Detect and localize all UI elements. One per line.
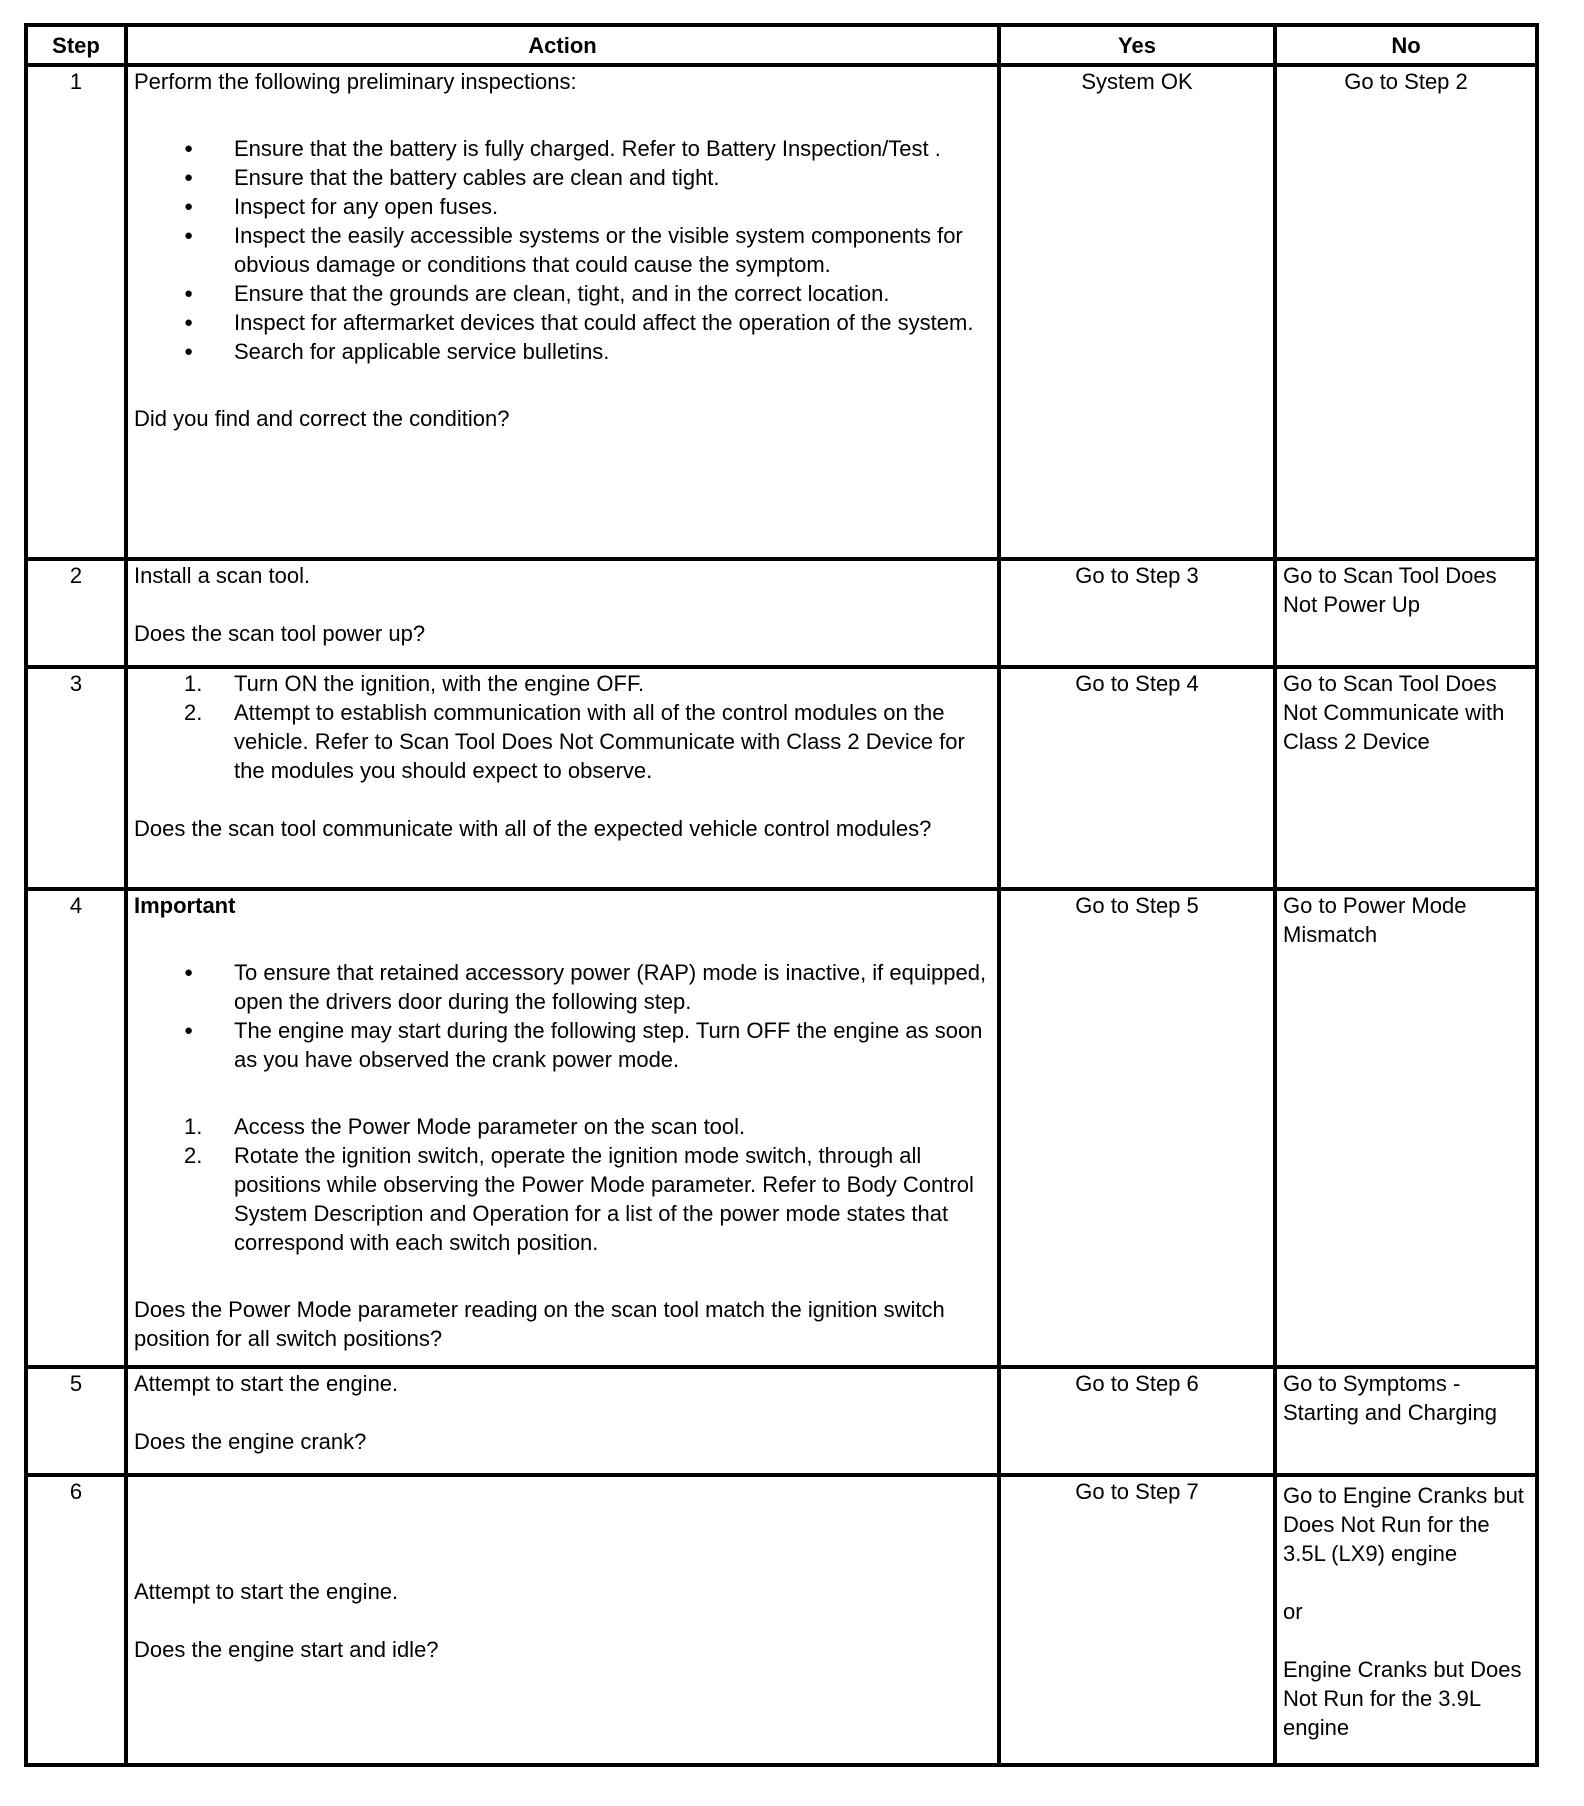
no-result: Go to Scan Tool Does Not Communicate with Class 2 Device: [1275, 667, 1537, 889]
list-item: ● Ensure that the battery cables are clean and tight.: [134, 163, 991, 192]
no-option-1: Go to Engine Cranks but Does Not Run for the 3.5L (LX9) engine: [1283, 1483, 1524, 1566]
list-item: 1. Access the Power Mode parameter on the scan tool.: [184, 1114, 746, 1139]
list-item: ● Inspect for any open fuses.: [134, 192, 991, 221]
yes-result: Go to Step 7: [999, 1475, 1275, 1765]
action-question: Does the engine start and idle?: [134, 1636, 439, 1662]
yes-result: System OK: [999, 65, 1275, 559]
list-item: ● Inspect for aftermarket devices that could affect the operation of the system.: [134, 308, 991, 337]
table-row: [26, 559, 1537, 667]
action-question: Does the scan tool power up?: [134, 621, 426, 646]
yes-result: Go to Step 5: [999, 889, 1275, 1367]
header-action: Action: [126, 25, 999, 65]
no-or: or: [1283, 1599, 1303, 1624]
yes-result: Go to Step 3: [999, 559, 1275, 667]
step-number: 5: [26, 1367, 126, 1475]
bullet-list: [134, 134, 991, 366]
header-step: Step: [26, 25, 126, 65]
table-row: [26, 1367, 1537, 1475]
table-row: [26, 65, 1537, 559]
no-result: Go to Scan Tool Does Not Power Up: [1275, 559, 1537, 667]
action-question: Does the engine crank?: [134, 1429, 367, 1454]
table-row: [26, 1475, 1537, 1765]
list-item: ● Inspect the easily accessible systems or the visible system components for obvious damage or conditions that could cause the symptom.: [134, 221, 991, 279]
table-row: [26, 889, 1537, 1367]
action-cell: [126, 889, 999, 1367]
action-intro: Install a scan tool.: [134, 563, 311, 588]
step-number: 1: [26, 65, 126, 559]
diagnostic-table: [24, 23, 1539, 1767]
list-item: ● Ensure that the grounds are clean, tight, and in the correct location.: [134, 279, 991, 308]
list-item: ● The engine may start during the following step. Turn OFF the engine as soon as you have observed the crank power mode.: [134, 1016, 991, 1074]
yes-result: Go to Step 6: [999, 1367, 1275, 1475]
step-number: 2: [26, 559, 126, 667]
action-cell: [126, 1475, 999, 1765]
list-item: 2. Attempt to establish communication with all of the control modules on the vehicle. Refer to Scan Tool Does Not Communicate with Class 2 Device for the modules you should expect to observe.: [184, 700, 965, 783]
list-item: ● Ensure that the battery is fully charged. Refer to Battery Inspection/Test .: [134, 134, 991, 163]
action-cell: [126, 1367, 999, 1475]
action-intro: Perform the following preliminary inspections:: [134, 69, 577, 94]
table-row: [26, 667, 1537, 889]
step-number: 3: [26, 667, 126, 889]
header-no: No: [1275, 25, 1537, 65]
action-intro: Attempt to start the engine.: [134, 1371, 399, 1396]
important-heading: Important: [134, 893, 236, 918]
action-question: Did you find and correct the condition?: [134, 406, 510, 431]
list-item: 2. Rotate the ignition switch, operate the ignition mode switch, through all positions while observing the Power Mode parameter. Refer to Body Control System Description and Operation for a list of the power mode states that correspond with each switch position.: [184, 1143, 974, 1255]
list-item: 1. Turn ON the ignition, with the engine OFF.: [184, 671, 645, 696]
header-yes: Yes: [999, 25, 1275, 65]
header-row: [26, 25, 1537, 65]
numbered-list: [134, 1112, 991, 1257]
numbered-list: [134, 669, 991, 785]
action-question: Does the scan tool communicate with all of the expected vehicle control modules?: [134, 816, 932, 841]
no-result: [1275, 1475, 1537, 1765]
action-intro: Attempt to start the engine.: [134, 1578, 399, 1604]
step-number: 6: [26, 1475, 126, 1765]
yes-result: Go to Step 4: [999, 667, 1275, 889]
action-question: Does the Power Mode parameter reading on the scan tool match the ignition switch position for all switch positions?: [134, 1297, 945, 1351]
no-result: Go to Symptoms - Starting and Charging: [1275, 1367, 1537, 1475]
no-option-2: Engine Cranks but Does Not Run for the 3.9L engine: [1283, 1657, 1522, 1740]
action-cell: [126, 65, 999, 559]
list-item: ● Search for applicable service bulletins.: [134, 337, 991, 366]
no-result: Go to Power Mode Mismatch: [1275, 889, 1537, 1367]
list-item: ● To ensure that retained accessory power (RAP) mode is inactive, if equipped, open the drivers door during the following step.: [134, 958, 991, 1016]
action-cell: [126, 559, 999, 667]
action-cell: [126, 667, 999, 889]
bullet-list: [134, 958, 991, 1074]
step-number: 4: [26, 889, 126, 1367]
no-result: Go to Step 2: [1275, 65, 1537, 559]
